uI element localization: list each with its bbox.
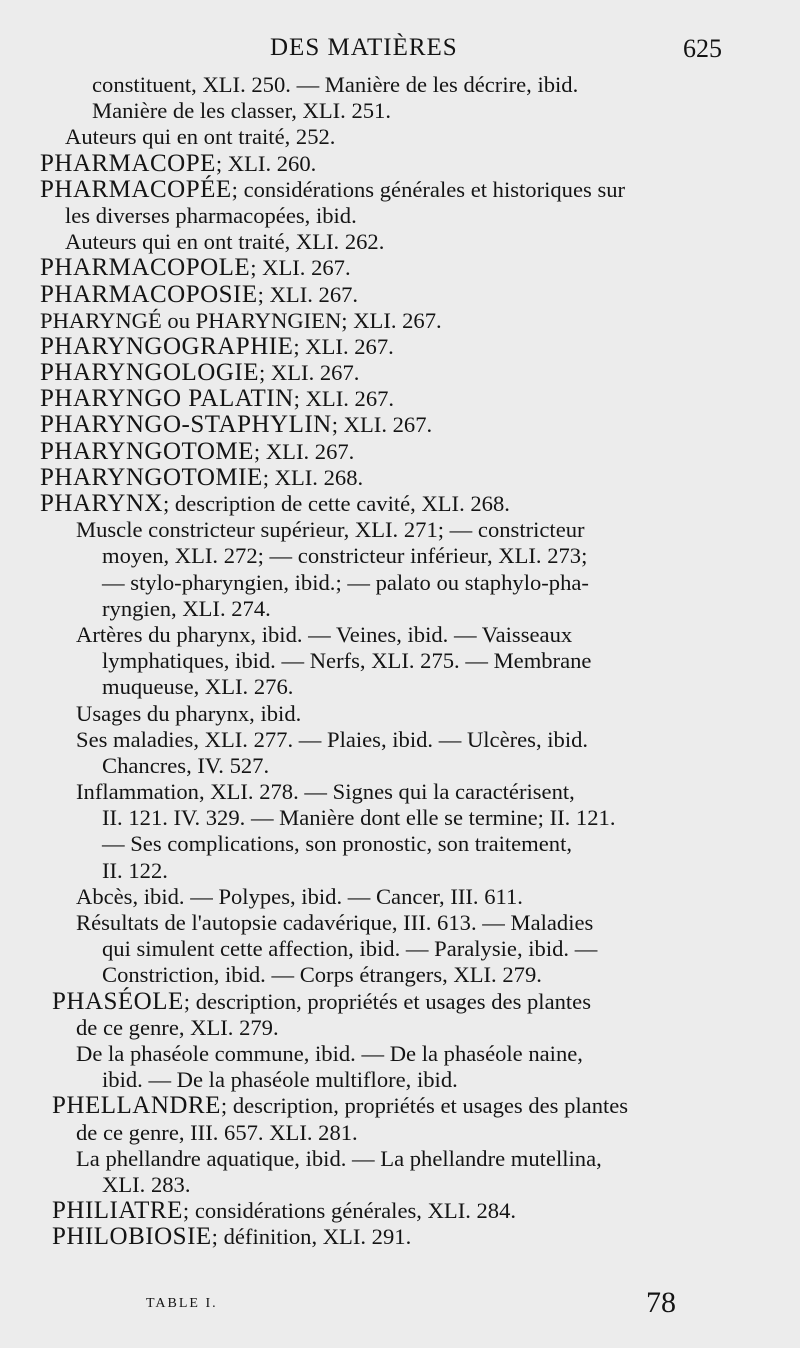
index-entry-line: de ce genre, III. 657. XLI. 281. [76, 1119, 358, 1145]
index-entry-line: II. 122. [102, 857, 168, 883]
page-number: 625 [683, 34, 722, 63]
index-entry-line: Ses maladies, XLI. 277. — Plaies, ibid. — Ulcères, ibid. [76, 726, 589, 752]
index-entry-line: ibid. — De la phaséole multiflore, ibid. [102, 1067, 458, 1093]
running-header [0, 34, 800, 68]
index-entries [40, 72, 760, 1250]
index-entry-line: de ce genre, XLI. 279. [76, 1014, 279, 1040]
index-heading-line: PHARYNGOTOMIE; XLI. 268. [40, 463, 364, 491]
index-heading-line: PHARYNGOGRAPHIE; XLI. 267. [40, 332, 394, 360]
header-title: DES MATIÈRES [270, 34, 458, 61]
index-entry-line: Usages du pharynx, ibid. [76, 700, 302, 726]
index-entry-line: Inflammation, XLI. 278. — Signes qui la caractérisent, [76, 779, 575, 805]
index-entry-line: Manière de les classer, XLI. 251. [92, 98, 391, 124]
index-heading-line: PHARYNX; description de cette cavité, XLI. 268. [40, 490, 510, 517]
index-entry-line: Chancres, IV. 527. [102, 752, 270, 778]
index-entry-line: Artères du pharynx, ibid. — Veines, ibid. — Vaisseaux [76, 621, 573, 647]
index-entry-line: Abcès, ibid. — Polypes, ibid. — Cancer, III. 611. [76, 883, 523, 909]
index-heading-line: PHARMACOPOLE; XLI. 267. [40, 254, 351, 282]
index-entry-line: — Ses complications, son pronostic, son traitement, [102, 831, 573, 857]
index-entry-line: — stylo-pharyngien, ibid.; — palato ou staphylo-pha- [102, 569, 589, 595]
index-entry-line: Résultats de l'autopsie cadavérique, III. 613. — Maladies [76, 910, 594, 935]
index-heading-line: PHILIATRE; considérations générales, XLI. 284. [52, 1197, 517, 1225]
signature-mark: TABLE I. [146, 1296, 218, 1311]
index-entry-line: De la phaséole commune, ibid. — De la phaséole naine, [76, 1040, 583, 1066]
index-heading-line: PHILOBIOSIE; définition, XLI. 291. [52, 1223, 412, 1251]
index-heading-line: PHARMACOPE; XLI. 260. [40, 149, 317, 177]
index-heading-line: PHASÉOLE; description, propriétés et usages des plantes [52, 987, 592, 1015]
page-footer [0, 1286, 800, 1326]
index-heading-line: PHELLANDRE; description, propriétés et usages des plantes [52, 1092, 629, 1120]
index-entry-line: moyen, XLI. 272; — constricteur inférieur, XLI. 273; [102, 543, 588, 569]
index-heading-line: PHARYNGOTOME; XLI. 267. [40, 437, 355, 465]
index-heading-line: PHARMACOPÉE; considérations générales et historiques sur [40, 175, 626, 203]
index-entry-line: constituent, XLI. 250. — Manière de les décrire, ibid. [92, 72, 579, 97]
index-entry-line: les diverses pharmacopées, ibid. [65, 202, 357, 228]
sheet-number: 78 [646, 1286, 676, 1319]
index-heading-line: PHARMACOPOSIE; XLI. 267. [40, 280, 359, 308]
index-entry-line: Auteurs qui en ont traité, 252. [65, 124, 336, 150]
index-entry-line: Auteurs qui en ont traité, XLI. 262. [65, 229, 385, 255]
index-entry-line: qui simulent cette affection, ibid. — Paralysie, ibid. — [102, 936, 598, 962]
index-heading-line: PHARYNGO-STAPHYLIN; XLI. 267. [40, 411, 433, 439]
index-entry-line: lymphatiques, ibid. — Nerfs, XLI. 275. — Membrane [102, 648, 592, 674]
index-entry-line: XLI. 283. [102, 1171, 191, 1197]
index-entry-line: II. 121. IV. 329. — Manière dont elle se termine; II. 121. [102, 805, 616, 831]
index-heading-line: PHARYNGÉ ou PHARYNGIEN; XLI. 267. [40, 307, 442, 333]
index-entry-line: ryngien, XLI. 274. [102, 595, 271, 621]
index-entry-line: muqueuse, XLI. 276. [102, 674, 294, 700]
index-entry-line: Muscle constricteur supérieur, XLI. 271; — constricteur [76, 517, 585, 543]
index-entry-line: Constriction, ibid. — Corps étrangers, XLI. 279. [102, 962, 542, 988]
index-entry-line: La phellandre aquatique, ibid. — La phellandre mutellina, [76, 1145, 602, 1171]
index-heading-line: PHARYNGOLOGIE; XLI. 267. [40, 359, 360, 387]
index-heading-line: PHARYNGO PALATIN; XLI. 267. [40, 385, 395, 413]
